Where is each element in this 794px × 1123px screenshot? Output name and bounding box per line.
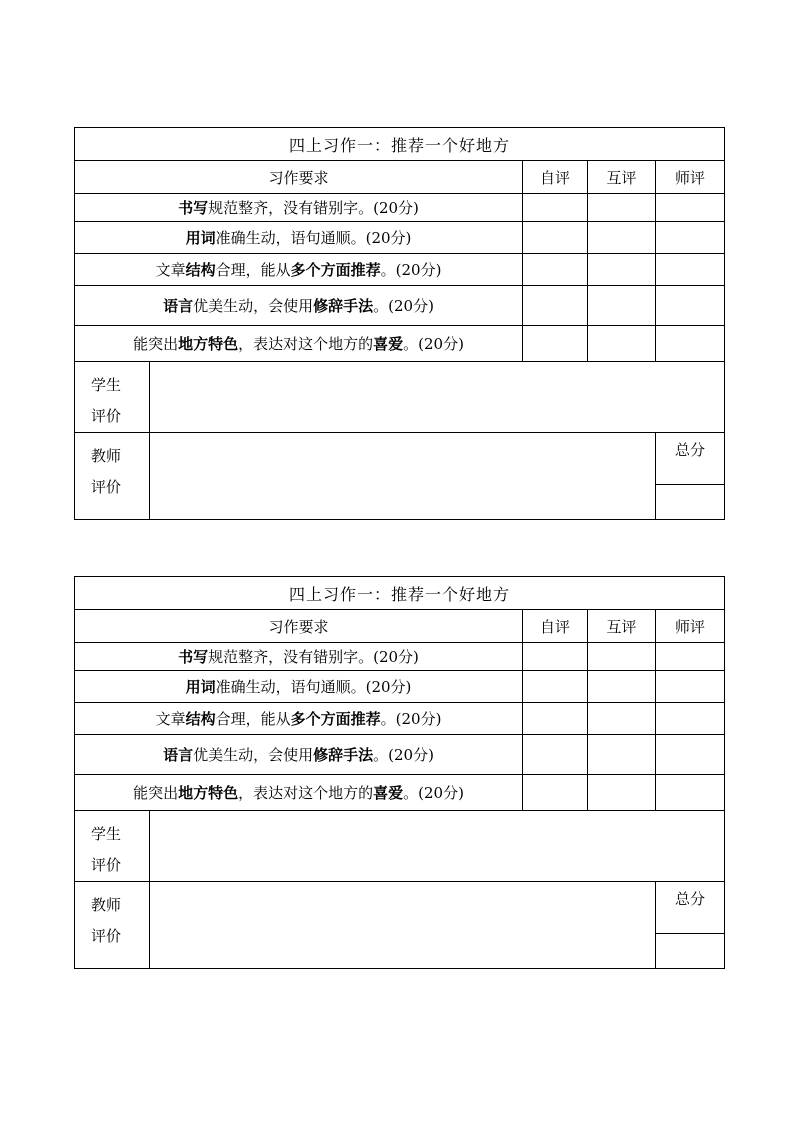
requirements-header: 习作要求: [75, 610, 523, 643]
criterion-keyword: 地方特色: [178, 335, 239, 353]
criterion-segment: 。(20分): [380, 261, 442, 279]
peer-score-cell[interactable]: [588, 254, 656, 286]
criterion-4: [75, 735, 523, 775]
criterion-text: [75, 744, 522, 765]
peer-score-cell[interactable]: [588, 775, 656, 811]
criterion-segment: ，表达对这个地方的: [238, 335, 374, 353]
teacher-eval-field[interactable]: [150, 882, 656, 969]
criterion-segment: 准确生动，语句通顺。(20分): [215, 678, 412, 696]
form-title: 四上习作一：推荐一个好地方: [75, 577, 725, 610]
criterion-keyword: 语言: [163, 746, 194, 764]
student-eval-label: 学生 评价: [75, 362, 150, 433]
criterion-text: [75, 708, 522, 729]
total-score-field[interactable]: [656, 485, 725, 520]
criterion-segment: 规范整齐，没有错别字。(20分): [208, 648, 419, 666]
teacher-score-cell[interactable]: [656, 643, 725, 671]
self-score-cell[interactable]: [523, 671, 588, 703]
criterion-keyword: 修辞手法: [313, 297, 374, 315]
criterion-segment: 能突出: [133, 784, 179, 802]
self-score-cell[interactable]: [523, 286, 588, 326]
teacher-score-cell[interactable]: [656, 254, 725, 286]
teacher-score-cell[interactable]: [656, 194, 725, 222]
student-eval-field[interactable]: [150, 362, 725, 433]
teacher-score-cell[interactable]: [656, 326, 725, 362]
criterion-segment: 。(20分): [403, 784, 464, 802]
student-eval-field[interactable]: [150, 811, 725, 882]
teacher-eval-header: 师评: [656, 610, 725, 643]
criterion-3: [75, 254, 523, 286]
teacher-score-cell[interactable]: [656, 703, 725, 735]
criterion-keyword: 喜爱: [373, 335, 404, 353]
evaluation-form-2: [74, 576, 725, 969]
criterion-text: [75, 259, 522, 280]
criterion-keyword: 修辞手法: [313, 746, 374, 764]
teacher-eval-field[interactable]: [150, 433, 656, 520]
criterion-1: [75, 643, 523, 671]
criterion-keyword: 喜爱: [373, 784, 404, 802]
form-title: 四上习作一：推荐一个好地方: [75, 128, 725, 161]
criterion-keyword: 语言: [163, 297, 194, 315]
criterion-text: [75, 197, 522, 218]
criterion-keyword: 用词: [185, 229, 216, 247]
peer-eval-header: 互评: [588, 610, 656, 643]
criterion-3: [75, 703, 523, 735]
teacher-score-cell[interactable]: [656, 775, 725, 811]
criterion-segment: ，表达对这个地方的: [238, 784, 374, 802]
criterion-segment: 规范整齐，没有错别字。(20分): [208, 199, 419, 217]
criterion-keyword: 结构: [185, 261, 216, 279]
criterion-keyword: 地方特色: [178, 784, 239, 802]
student-eval-label: 学生 评价: [75, 811, 150, 882]
criterion-text: [75, 676, 522, 697]
criterion-text: [75, 227, 522, 248]
self-score-cell[interactable]: [523, 643, 588, 671]
peer-score-cell[interactable]: [588, 326, 656, 362]
peer-score-cell[interactable]: [588, 703, 656, 735]
criterion-5: [75, 775, 523, 811]
requirements-header: 习作要求: [75, 161, 523, 194]
self-eval-header: 自评: [523, 161, 588, 194]
peer-score-cell[interactable]: [588, 194, 656, 222]
criterion-4: [75, 286, 523, 326]
criterion-segment: 文章: [155, 710, 186, 728]
teacher-score-cell[interactable]: [656, 671, 725, 703]
criterion-segment: 。(20分): [403, 335, 464, 353]
teacher-eval-header: 师评: [656, 161, 725, 194]
criterion-2: [75, 222, 523, 254]
peer-score-cell[interactable]: [588, 643, 656, 671]
self-score-cell[interactable]: [523, 326, 588, 362]
criterion-segment: 优美生动，会使用: [193, 297, 314, 315]
self-eval-header: 自评: [523, 610, 588, 643]
criterion-segment: 。(20分): [373, 746, 434, 764]
self-score-cell[interactable]: [523, 194, 588, 222]
criterion-text: [75, 333, 522, 354]
criterion-text: [75, 782, 522, 803]
criterion-text: [75, 646, 522, 667]
self-score-cell[interactable]: [523, 703, 588, 735]
teacher-eval-label: 教师 评价: [75, 433, 150, 520]
teacher-score-cell[interactable]: [656, 286, 725, 326]
criterion-keyword: 书写: [178, 648, 209, 666]
criterion-segment: 合理，能从: [215, 261, 291, 279]
peer-score-cell[interactable]: [588, 671, 656, 703]
self-score-cell[interactable]: [523, 775, 588, 811]
peer-score-cell[interactable]: [588, 286, 656, 326]
criterion-segment: 准确生动，语句通顺。(20分): [215, 229, 412, 247]
teacher-eval-label: 教师 评价: [75, 882, 150, 969]
criterion-keyword: 多个方面推荐: [290, 710, 381, 728]
evaluation-form-1: [74, 127, 725, 520]
teacher-score-cell[interactable]: [656, 735, 725, 775]
criterion-keyword: 书写: [178, 199, 209, 217]
criterion-keyword: 用词: [185, 678, 216, 696]
criterion-segment: 文章: [155, 261, 186, 279]
criterion-segment: 合理，能从: [215, 710, 291, 728]
peer-score-cell[interactable]: [588, 735, 656, 775]
total-score-label: 总分: [656, 433, 725, 485]
criterion-5: [75, 326, 523, 362]
criterion-text: [75, 295, 522, 316]
teacher-score-cell[interactable]: [656, 222, 725, 254]
peer-score-cell[interactable]: [588, 222, 656, 254]
criterion-segment: 能突出: [133, 335, 179, 353]
criterion-keyword: 多个方面推荐: [290, 261, 381, 279]
self-score-cell[interactable]: [523, 254, 588, 286]
total-score-label: 总分: [656, 882, 725, 934]
self-score-cell[interactable]: [523, 735, 588, 775]
criterion-2: [75, 671, 523, 703]
criterion-segment: 优美生动，会使用: [193, 746, 314, 764]
criterion-keyword: 结构: [185, 710, 216, 728]
peer-eval-header: 互评: [588, 161, 656, 194]
criterion-segment: 。(20分): [373, 297, 434, 315]
criterion-segment: 。(20分): [380, 710, 442, 728]
self-score-cell[interactable]: [523, 222, 588, 254]
criterion-1: [75, 194, 523, 222]
total-score-field[interactable]: [656, 934, 725, 969]
